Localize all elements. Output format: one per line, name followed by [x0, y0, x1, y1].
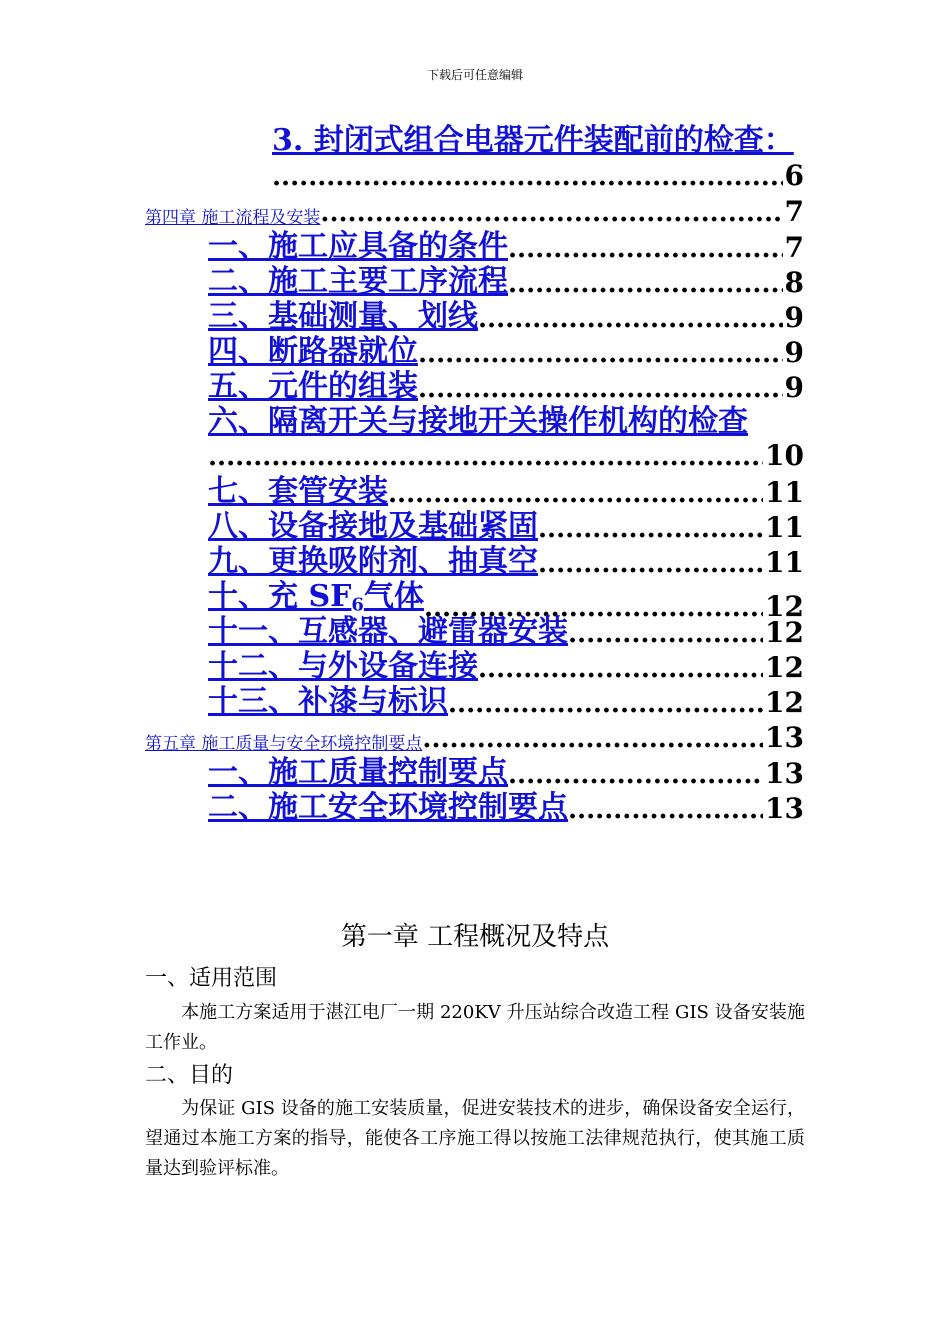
- toc-leader: [568, 795, 763, 825]
- section-heading: 二、目的: [145, 1063, 234, 1088]
- toc-item-label-subscript: 6: [351, 594, 364, 616]
- toc-leader: [418, 374, 783, 404]
- toc-leader: [508, 234, 783, 264]
- toc-item-leader-row: [208, 440, 804, 472]
- toc-item-label[interactable]: 十一、互感器、避雷器安装: [208, 614, 568, 649]
- page-header: 下载后可任意编辑: [426, 68, 523, 82]
- toc-chapter-4[interactable]: [145, 196, 804, 228]
- toc-leader: [422, 724, 763, 754]
- chapter-title: 第一章 工程概况及特点: [340, 922, 610, 952]
- toc-page-number: 13: [765, 721, 804, 754]
- toc-item[interactable]: [208, 265, 804, 299]
- toc-chapter-5[interactable]: [145, 722, 804, 754]
- toc-item-label[interactable]: 九、更换吸附剂、抽真空: [208, 544, 538, 579]
- toc-item[interactable]: [208, 791, 804, 825]
- toc-leader: [208, 442, 763, 472]
- toc-item-label[interactable]: 八、设备接地及基础紧固: [208, 509, 538, 544]
- toc-item-label[interactable]: 二、施工安全环境控制要点: [208, 790, 568, 825]
- section-paragraph-text: 为保证 GIS 设备的施工安装质量，促进安装技术的进步，确保设备安全运行，望通过本施工方案的指导，能使各工序施工得以按施工法律规范执行，使其施工质量达到验评标准。: [145, 1098, 805, 1179]
- toc-item-label[interactable]: 一、施工应具备的条件: [208, 229, 508, 264]
- section-heading: 一、适用范围: [145, 966, 278, 991]
- toc-item[interactable]: [208, 685, 804, 719]
- toc-item-label[interactable]: 十二、与外设备连接: [208, 649, 478, 684]
- toc-page-number: 12: [765, 616, 804, 649]
- toc-item[interactable]: [208, 335, 804, 369]
- toc-page-number: 12: [765, 651, 804, 684]
- toc-page-number: 9: [784, 301, 804, 334]
- toc-item-label[interactable]: 十三、补漆与标识: [208, 684, 448, 719]
- toc-item-3-label[interactable]: 3. 封闭式组合电器元件装配前的检查：: [272, 123, 794, 158]
- toc-leader: [508, 269, 783, 299]
- toc-item-label[interactable]: 五、元件的组装: [208, 369, 418, 404]
- toc-page-number: 11: [765, 511, 804, 544]
- toc-item[interactable]: [208, 650, 804, 684]
- toc-item-label[interactable]: 七、套管安装: [208, 474, 388, 509]
- toc-page-number: 7: [784, 231, 804, 264]
- toc-item-label[interactable]: 四、断路器就位: [208, 334, 418, 369]
- toc-chapter-5-label[interactable]: 第五章 施工质量与安全环境控制要点: [145, 734, 423, 754]
- toc-item-label[interactable]: 三、基础测量、划线: [208, 299, 478, 334]
- section-paragraph: [145, 998, 805, 1058]
- toc-page-number: 10: [765, 439, 804, 472]
- toc-leader: [448, 689, 763, 719]
- toc-page-number: 11: [765, 476, 804, 509]
- toc-leader: [568, 619, 763, 649]
- toc-page-number: 11: [765, 546, 804, 579]
- toc-item-3[interactable]: [272, 124, 842, 158]
- toc-leader: [538, 514, 763, 544]
- toc-item[interactable]: [208, 510, 804, 544]
- toc-item[interactable]: [208, 545, 804, 579]
- toc-item[interactable]: [208, 370, 804, 404]
- toc-item-label-suffix: 气体: [363, 579, 424, 614]
- toc-item-label[interactable]: 一、施工质量控制要点: [208, 755, 508, 790]
- toc-item[interactable]: [208, 405, 808, 439]
- toc-page-number: 13: [765, 792, 804, 825]
- toc-item[interactable]: [208, 475, 804, 509]
- toc-page-number: 12: [765, 589, 804, 623]
- section-paragraph-text: 本施工方案适用于湛江电厂一期 220KV 升压站综合改造工程 GIS 设备安装施工作业。: [145, 1002, 805, 1053]
- toc-page-number: 9: [784, 371, 804, 404]
- toc-page-number: 12: [765, 686, 804, 719]
- toc-leader: [320, 198, 782, 228]
- toc-leader: [478, 654, 763, 684]
- toc-chapter-4-label[interactable]: 第四章 施工流程及安装: [145, 208, 321, 228]
- toc-item[interactable]: [208, 230, 804, 264]
- toc-page-number: 6: [784, 159, 804, 192]
- toc-page-number: 13: [765, 757, 804, 790]
- toc-item-label-prefix: 十、充 SF: [208, 579, 352, 614]
- toc-leader: [538, 549, 763, 579]
- toc-page-number: 8: [784, 266, 804, 299]
- toc-leader: [388, 479, 763, 509]
- toc-item-label[interactable]: 六、隔离开关与接地开关操作机构的检查: [208, 404, 748, 439]
- toc-item[interactable]: [208, 615, 804, 649]
- toc-leader: [418, 339, 783, 369]
- toc-item[interactable]: [208, 300, 804, 334]
- section-paragraph: [145, 1094, 805, 1184]
- toc-item-3-leader-row: [272, 160, 804, 192]
- toc-item[interactable]: [208, 756, 804, 790]
- toc-leader: [478, 304, 783, 334]
- toc-item-label[interactable]: 二、施工主要工序流程: [208, 264, 508, 299]
- toc-leader: [272, 162, 783, 192]
- toc-leader: [508, 760, 763, 790]
- toc-page-number: 9: [784, 336, 804, 369]
- toc-page-number: 7: [784, 195, 804, 228]
